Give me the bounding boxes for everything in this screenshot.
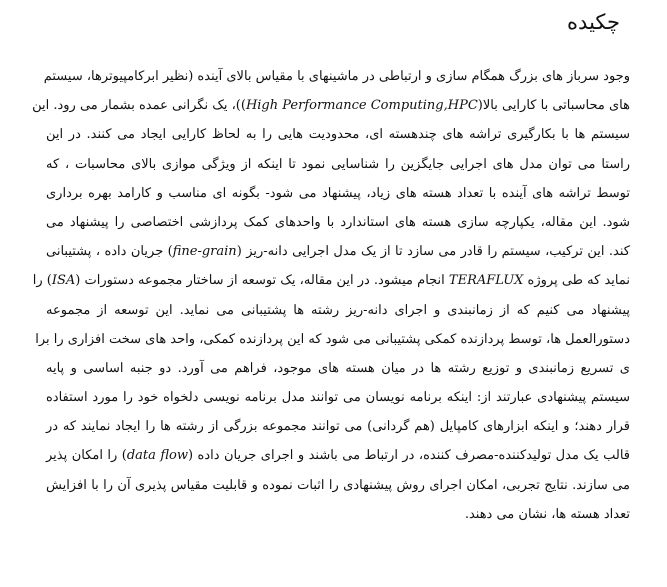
abstract-line <box>46 441 630 470</box>
abstract-line <box>32 266 630 295</box>
line-text: سیستم پیشنهادی عبارتند از: اینکه برنامه نویسان می توانند مدل برنامه نویسی دلخواه خود را مورد استفاده <box>46 390 630 406</box>
line-text: شود. این مقاله، یکپارچه سازی هسته های استاندارد با واحدهای کمک پردازشی اختصاصی را پیشنهاد می <box>46 214 630 230</box>
abstract-line <box>46 208 630 237</box>
line-text: سیستم ها با بکارگیری تراشه های چندهسته ای، محدودیت هایی را به لحاظ کارایی ایجاد می کنند. در این <box>46 127 630 143</box>
abstract-line <box>46 120 630 149</box>
line-text: ) را <box>32 273 52 289</box>
line-text: تعداد هسته ها، نشان می دهند. <box>464 506 630 522</box>
line-text: قرار دهند؛ و اینکه ابزارهای کامپایل (هم گردانی) می توانند مجموعه بزرگی از رشته ها را ایجاد نمایند که در <box>46 419 630 435</box>
abstract-line <box>46 237 630 266</box>
line-text: قالب یک مدل تولیدکننده-مصرف کننده، در ارتباط می باشند و اجرای جریان داده ( <box>187 448 630 464</box>
abstract-line <box>46 296 630 325</box>
line-text: توسط تراشه های آینده با تعداد هسته های زیاد، پیشنهاد می شود- بگونه ای مناسب و کارامد بهره برداری <box>46 185 630 201</box>
line-text: کند. این ترکیب، سیستم را قادر می سازد تا از یک مدل اجرایی دانه-ریز ( <box>236 244 630 260</box>
abstract-body <box>32 62 630 529</box>
line-text: پیشنهاد می کنیم که از زمانبندی و اجرای دانه-ریز رشته ها پشتیبانی می نماید. این توسعه از مجموعه <box>46 302 630 318</box>
abstract-heading: چکیده <box>567 10 620 34</box>
line-text: وجود سرباز های بزرگ همگام سازی و ارتباطی در ماشینهای با مقیاس بالای آینده (نظیر ابرکامپیوترها، سیستم <box>43 69 630 84</box>
abstract-line <box>46 471 630 500</box>
line-text: ))، یک نگرانی عمده بشمار می رود. این <box>32 98 246 114</box>
abstract-line <box>46 179 630 208</box>
abstract-line <box>35 325 630 354</box>
latin-term: ISA <box>51 273 76 289</box>
abstract-line <box>46 150 630 179</box>
line-text: انجام میشود. در این مقاله، یک توسعه از ساختار مجموعه دستورات ( <box>75 273 449 289</box>
abstract-line <box>43 62 630 91</box>
abstract-line <box>46 412 630 441</box>
abstract-line <box>46 383 630 412</box>
latin-term: TERAFLUX <box>448 273 524 289</box>
abstract-line <box>46 500 630 529</box>
line-text: ) را امکان پذیر <box>46 448 127 464</box>
abstract-line <box>46 354 630 383</box>
line-text: ی تسریع زمانبندی و توزیع رشته ها در میان هسته های موجود، فراهم می آورد. دو جنبه اساسی و پایه <box>46 360 630 376</box>
latin-term: data flow <box>126 448 188 464</box>
line-text: راستا می توان مدل های اجرایی جایگزین را شناسایی نمود تا اینکه از ویژگی موازی بالای محاسبات ، که <box>46 156 630 172</box>
line-text: های محاسباتی با کارایی بالا( <box>477 98 630 114</box>
line-text: می سازند. نتایج تجربی، امکان اجرای روش پیشنهادی را اثبات نموده و قابلیت مقیاس پذیری آن را با افزایش <box>46 477 630 493</box>
latin-term: High Performance Computing,HPC <box>245 98 478 114</box>
line-text: دستورالعمل ها، توسط پردازنده کمکی پشتیبانی می شود که این پردازنده کمکی، واحد های سخت افزاری را برا <box>35 331 630 347</box>
latin-term: fine-grain <box>172 244 237 260</box>
line-text: ) جریان داده ، پشتیبانی <box>46 244 173 260</box>
abstract-line <box>32 91 630 120</box>
line-text: نماید که طی پروژه <box>523 273 630 289</box>
